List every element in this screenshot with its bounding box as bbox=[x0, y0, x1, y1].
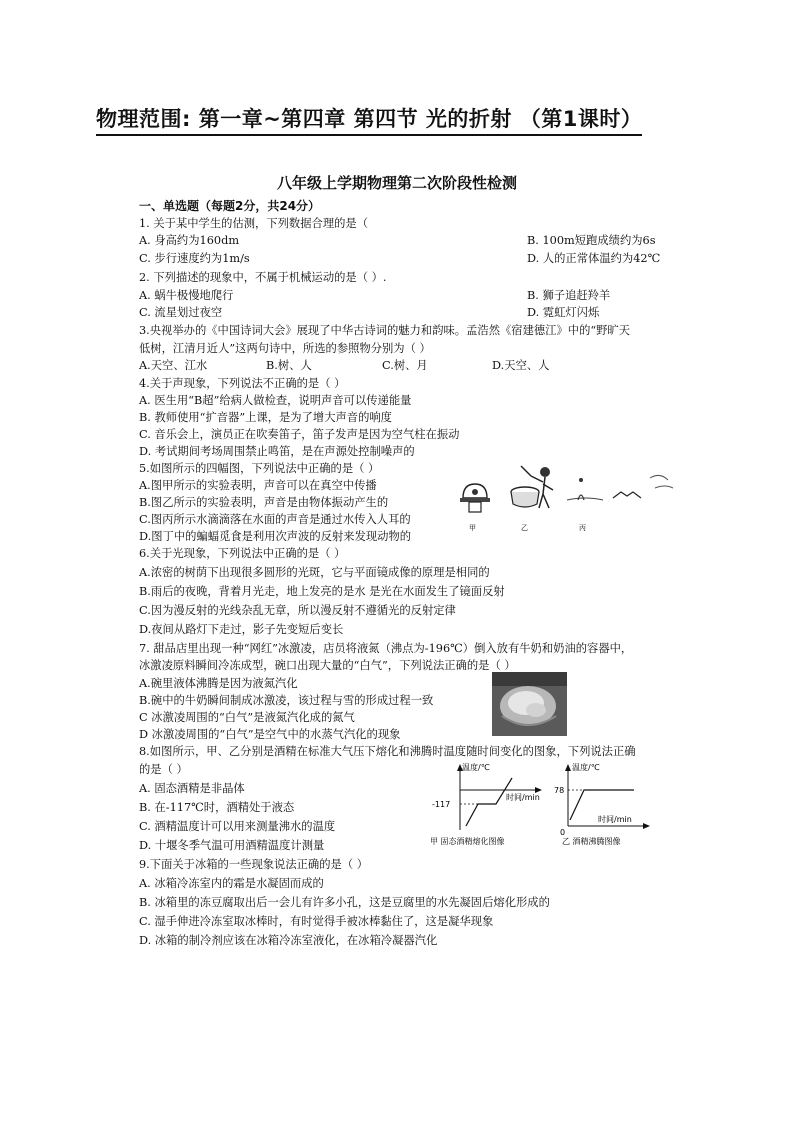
q6-option-a: A.浓密的树荫下出现很多圆形的光斑，它与平面镜成像的原理是相同的 bbox=[139, 566, 490, 579]
q8-option-a: A. 固态酒精是非晶体 bbox=[139, 782, 245, 795]
fig-label-jia: 甲 bbox=[469, 524, 476, 532]
q1-option-a: A. 身高约为160dm bbox=[139, 234, 240, 247]
q8-option-c: C. 酒精温度计可以用来测量沸水的温度 bbox=[139, 820, 336, 833]
graph2-caption: 乙 酒精沸腾图像 bbox=[562, 837, 621, 846]
q6-option-c: C.因为漫反射的光线杂乱无章，所以漫反射不遵循光的反射定律 bbox=[139, 604, 456, 617]
q4-option-b: B. 教师使用“扩音器”上课，是为了增大声音的响度 bbox=[139, 411, 392, 424]
q5-option-d: D.图丁中的蝙蝠觅食是利用次声波的反射来发现动物的 bbox=[139, 530, 412, 543]
q9-option-b: B. 冰箱里的冻豆腐取出后一会儿有许多小孔，这是豆腐里的水先凝固后熔化形成的 bbox=[139, 896, 550, 909]
q7-option-c: C 冰激凌周围的“白气”是液氮汽化成的氮气 bbox=[139, 711, 355, 724]
q5-option-c: C.图丙所示水滴滴落在水面的声音是通过水传入人耳的 bbox=[139, 513, 411, 526]
q2-row2 bbox=[139, 305, 600, 321]
q7-option-b: B.碗中的牛奶瞬间制成冰激凌，该过程与雪的形成过程一致 bbox=[139, 694, 434, 707]
q1-row2 bbox=[139, 251, 661, 267]
graph1-ytick: -117 bbox=[432, 800, 451, 809]
q3-stem-cont: 低树，江清月近人”这两句诗中，所选的参照物分别为（ ） bbox=[139, 342, 431, 355]
q6-option-b: B.雨后的夜晚，背着月光走，地上发亮的是水 是光在水面发生了镜面反射 bbox=[139, 585, 505, 598]
q7-option-d: D 冰激凌周围的“白气”是空气中的水蒸气汽化的现象 bbox=[139, 728, 401, 741]
q4-option-d: D. 考试期间考场周围禁止鸣笛，是在声源处控制噪声的 bbox=[139, 445, 415, 458]
melting-graph bbox=[420, 760, 550, 848]
q8-option-d: D. 十堰冬季气温可用酒精温度计测量 bbox=[139, 839, 325, 852]
q2-option-d: D. 霓虹灯闪烁 bbox=[527, 306, 600, 319]
exam-title: 八年级上学期物理第二次阶段性检测 bbox=[276, 174, 517, 192]
q3-option-a: A.天空、江水 bbox=[139, 359, 208, 372]
q9-option-a: A. 冰箱冷冻室内的霜是水凝固而成的 bbox=[139, 877, 324, 890]
q5-option-b: B.图乙所示的实验表明，声音是由物体振动产生的 bbox=[139, 496, 389, 509]
water-drop-figure bbox=[567, 478, 603, 500]
q4-option-a: A. 医生用“B超”给病人做检查，说明声音可以传递能量 bbox=[139, 394, 412, 407]
q3-options bbox=[139, 358, 699, 374]
q4-option-c: C. 音乐会上，演员正在吹奏笛子，笛子发声是因为空气柱在振动 bbox=[139, 428, 460, 441]
q7-stem: 7. 甜品店里出现一种“网红”冰激凌，店员将液氮（沸点为-196℃）倒入放有牛奶和奶油的容器中， bbox=[139, 642, 633, 655]
fig-label-bing: 丙 bbox=[579, 524, 586, 532]
graph2-ytick: 78 bbox=[554, 786, 565, 795]
bat-figure bbox=[613, 475, 673, 498]
graph2-origin: 0 bbox=[560, 828, 566, 837]
bell-jar-figure bbox=[460, 484, 490, 512]
q2-option-b: B. 狮子追赶羚羊 bbox=[527, 289, 611, 302]
q1-option-c: C. 步行速度约为1m/s bbox=[139, 252, 250, 265]
q3-option-b: B.树、人 bbox=[266, 359, 312, 372]
page-header: 物理范围: 第一章~第四章 第四节 光的折射 （第1课时） bbox=[96, 103, 642, 136]
q7-option-a: A.碗里液体沸腾是因为液氮汽化 bbox=[139, 677, 298, 690]
q1-row1 bbox=[139, 233, 656, 249]
graph1-caption: 甲 固态酒精熔化图像 bbox=[430, 837, 505, 846]
graph2-ylabel: 温度/℃ bbox=[572, 763, 600, 772]
q2-option-c: C. 流星划过夜空 bbox=[139, 306, 223, 319]
boiling-graph bbox=[548, 760, 658, 848]
ice-cream-photo bbox=[492, 672, 567, 736]
q9-option-d: D. 冰箱的制冷剂应该在冰箱冷冻室液化，在冰箱冷凝器汽化 bbox=[139, 934, 438, 947]
q1-option-d: D. 人的正常体温约为42℃ bbox=[527, 252, 661, 265]
section-heading: 一、单选题（每题2分，共24分） bbox=[139, 199, 321, 213]
q5-stem: 5.如图所示的四幅图，下列说法中正确的是（ ） bbox=[139, 462, 380, 475]
q7-stem-cont: 冰激凌原料瞬间冷冻成型，碗口出现大量的“白气”，下列说法正确的是（ ） bbox=[139, 659, 516, 672]
graph1-xlabel: 时间/min bbox=[506, 793, 540, 802]
q3-option-c: C.树、月 bbox=[382, 359, 428, 372]
q6-stem: 6.关于光现象，下列说法中正确的是（ ） bbox=[139, 547, 346, 560]
q3-stem: 3.央视举办的《中国诗词大会》展现了中华古诗词的魅力和韵味。孟浩然《宿建德江》中的“野旷天 bbox=[139, 324, 631, 337]
q8-stem-cont: 的是（ ） bbox=[139, 763, 188, 776]
graph1-ylabel: 温度/℃ bbox=[462, 763, 490, 772]
q9-stem: 9.下面关于冰箱的一些现象说法正确的是（ ） bbox=[139, 858, 369, 871]
q6-option-d: D.夜间从路灯下走过，影子先变短后变长 bbox=[139, 623, 344, 636]
q2-option-a: A. 蜗牛极慢地爬行 bbox=[139, 289, 234, 302]
graph2-xlabel: 时间/min bbox=[598, 815, 632, 824]
fig-label-yi: 乙 bbox=[521, 524, 528, 532]
q1-stem: 1. 关于某中学生的估测，下列数据合理的是（ bbox=[139, 217, 369, 230]
q8-stem: 8.如图所示，甲、乙分别是酒精在标准大气压下熔化和沸腾时温度随时间变化的图象，下列说法正确 bbox=[139, 745, 636, 758]
q9-option-c: C. 湿手伸进冷冻室取冰棒时，有时觉得手被冰棒黏住了，这是凝华现象 bbox=[139, 915, 494, 928]
q8-option-b: B. 在-117℃时，酒精处于液态 bbox=[139, 801, 295, 814]
q2-row1 bbox=[139, 288, 611, 304]
q2-stem: 2. 下列描述的现象中，不属于机械运动的是（ ）. bbox=[139, 271, 387, 284]
q3-option-d: D.天空、人 bbox=[492, 359, 550, 372]
q1-option-b: B. 100m短跑成绩约为6s bbox=[527, 234, 656, 247]
drum-figure bbox=[511, 466, 553, 508]
q5-option-a: A.图甲所示的实验表明，声音可以在真空中传播 bbox=[139, 479, 377, 492]
q4-stem: 4.关于声现象，下列说法不正确的是（ ） bbox=[139, 377, 346, 390]
q5-figure bbox=[455, 458, 685, 538]
